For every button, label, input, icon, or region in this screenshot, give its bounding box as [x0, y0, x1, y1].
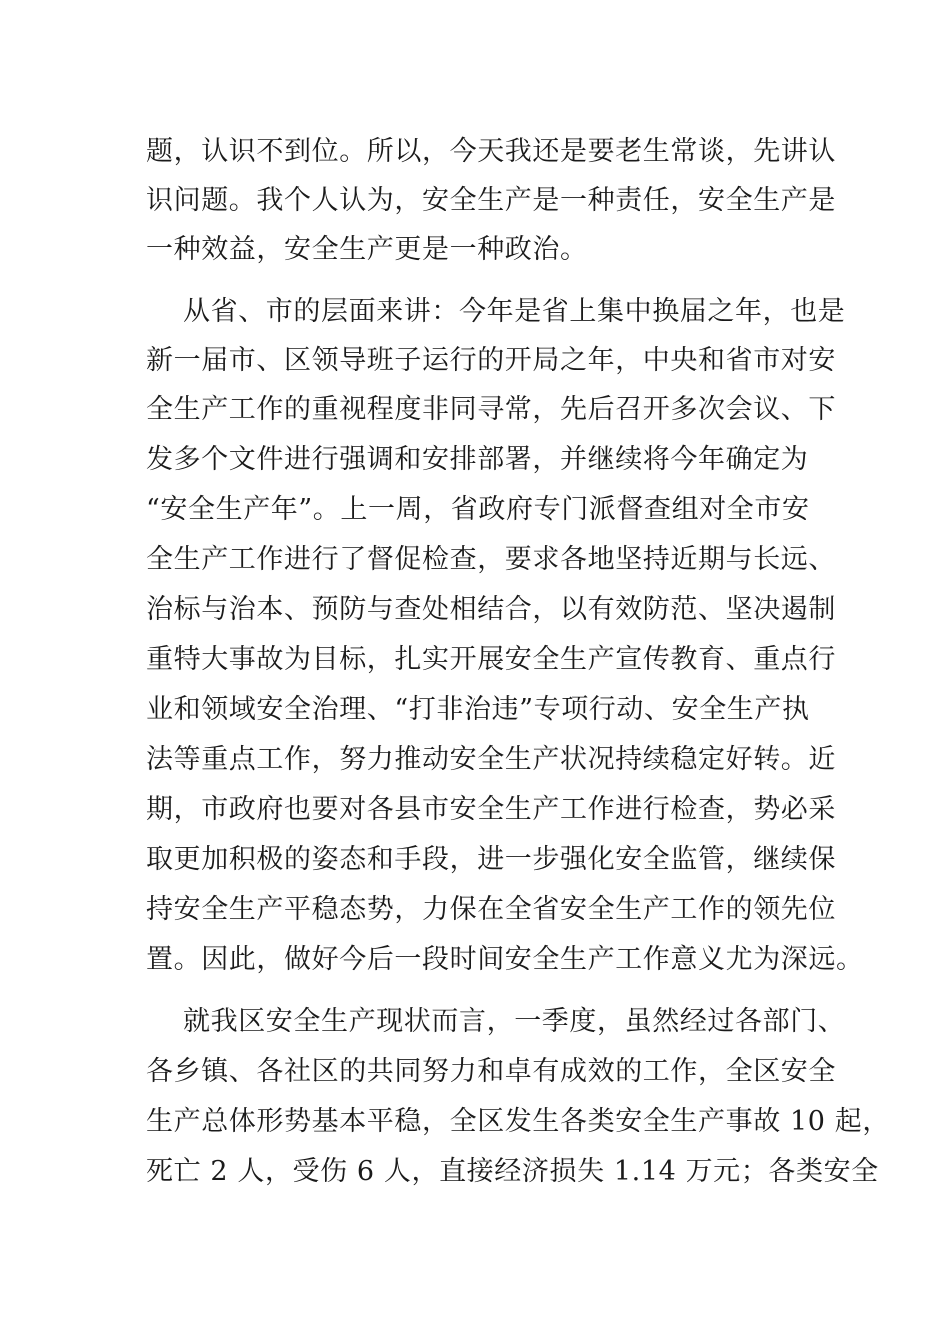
text-line-13: 法等重点工作，努力推动安全生产状况持续稳定好转。近	[146, 744, 836, 775]
text-line-10: 治标与治本、预防与查处相结合，以有效防范、坚决遏制	[146, 594, 836, 625]
text-line-14: 期，市政府也要对各县市安全生产工作进行检查，势必采	[146, 794, 836, 825]
text-line-4: 从省、市的层面来讲：今年是省上集中换届之年，也是	[183, 296, 846, 327]
text-line-12: 业和领域安全治理、“打非治违”专项行动、安全生产执	[146, 694, 810, 725]
text-line-18: 就我区安全生产现状而言，一季度，虽然经过各部门、	[183, 1006, 846, 1037]
text-line-17: 置。因此，做好今后一段时间安全生产工作意义尤为深远。	[146, 944, 864, 975]
text-line-16: 持安全生产平稳态势，力保在全省安全生产工作的领先位	[146, 894, 836, 925]
text-line-20: 生产总体形势基本平稳，全区发生各类安全生产事故 10 起，	[146, 1106, 890, 1137]
text-line-8: “安全生产年”。上一周，省政府专门派督查组对全市安	[146, 494, 810, 525]
text-line-5: 新一届市、区领导班子运行的开局之年，中央和省市对安	[146, 345, 836, 376]
text-line-19: 各乡镇、各社区的共同努力和卓有成效的工作，全区安全	[146, 1056, 836, 1087]
text-line-6: 全生产工作的重视程度非同寻常，先后召开多次会议、下	[146, 394, 836, 425]
text-line-3: 一种效益，安全生产更是一种政治。	[146, 234, 588, 265]
text-line-2: 识问题。我个人认为，安全生产是一种责任，安全生产是	[146, 185, 836, 216]
text-line-11: 重特大事故为目标，扎实开展安全生产宣传教育、重点行	[146, 644, 836, 675]
text-line-1: 题，认识不到位。所以，今天我还是要老生常谈，先讲认	[146, 136, 836, 167]
text-line-21: 死亡 2 人，受伤 6 人，直接经济损失 1.14 万元；各类安全	[146, 1156, 879, 1187]
text-line-7: 发多个文件进行强调和安排部署，并继续将今年确定为	[146, 444, 809, 475]
text-line-15: 取更加积极的姿态和手段，进一步强化安全监管，继续保	[146, 844, 836, 875]
text-line-9: 全生产工作进行了督促检查，要求各地坚持近期与长远、	[146, 544, 836, 575]
